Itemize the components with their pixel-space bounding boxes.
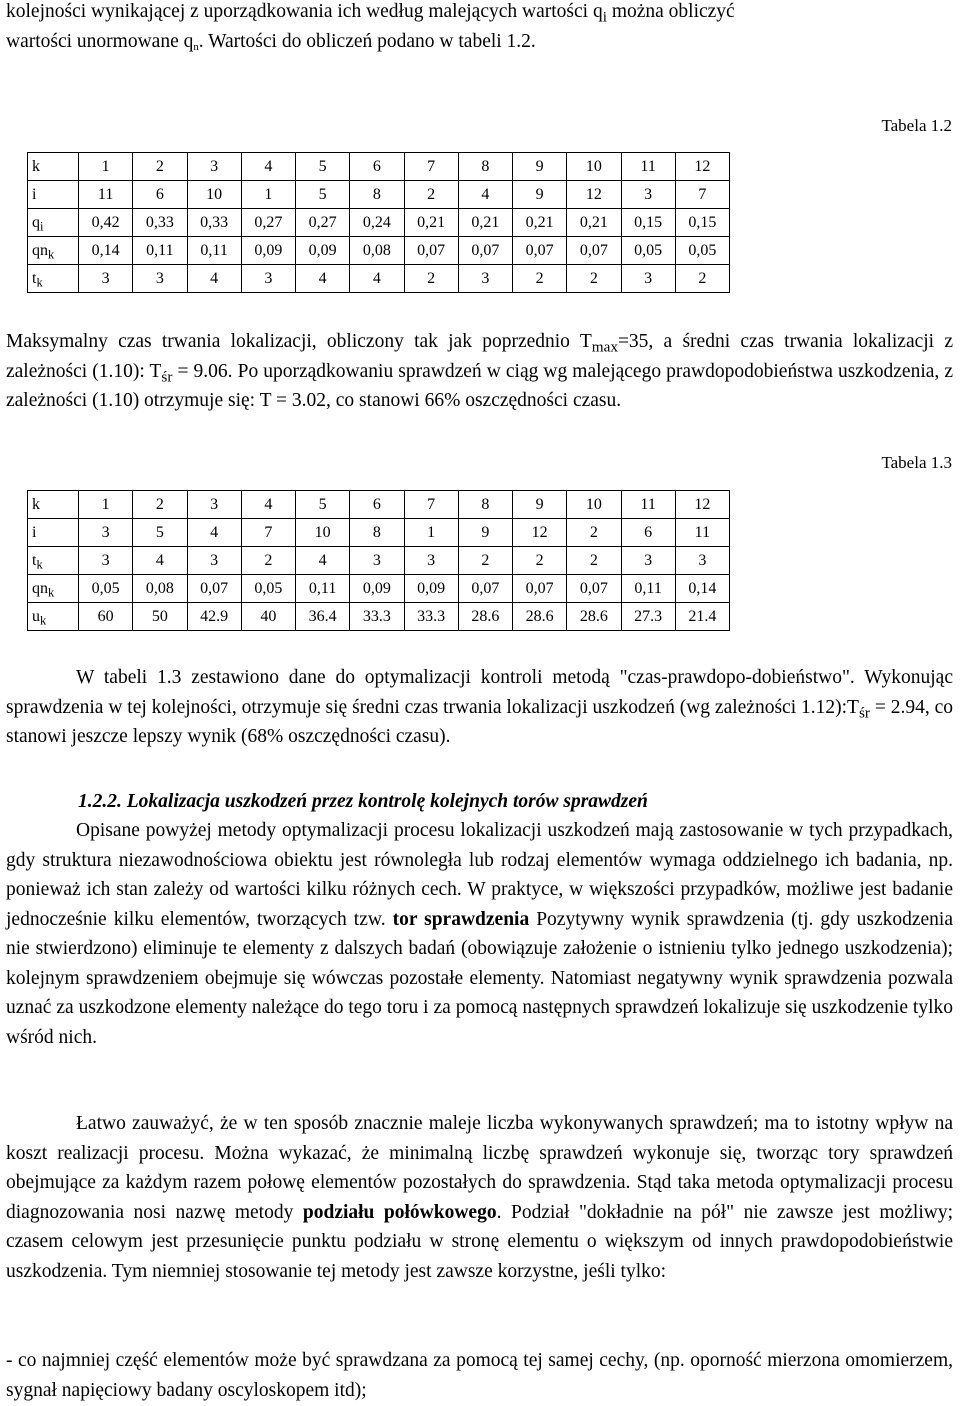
paragraph-condition-list: - co najmniej część elementów może być sprawdzana za pomocą tej samej cechy, (np. oporność mierzona omomierzem, sygnał napięciowy badany oscyloskopem itd); [6, 1350, 953, 1401]
table-cell: 8 [458, 491, 512, 519]
term-test-path: tor sprawdzenia [392, 908, 530, 930]
table-cell: 3 [350, 547, 404, 575]
table-cell: 10 [296, 519, 350, 547]
row-header: i [28, 181, 79, 209]
table-cell: 0,21 [567, 209, 621, 237]
table-cell: 5 [296, 491, 350, 519]
table-cell: 12 [675, 153, 729, 181]
table-cell: 1 [404, 519, 458, 547]
table-cell: 1 [241, 181, 295, 209]
table-cell: 0,05 [621, 237, 675, 265]
table-cell: 12 [675, 491, 729, 519]
table-cell: 11 [621, 491, 675, 519]
table-1-2-caption: Tabela 1.2 [881, 116, 952, 135]
table-cell: 2 [133, 153, 187, 181]
table-cell: 3 [79, 265, 133, 293]
table-cell: 3 [187, 491, 241, 519]
table-cell: 6 [350, 153, 404, 181]
table-cell: 8 [458, 153, 512, 181]
table-cell: 4 [187, 265, 241, 293]
table-row [28, 181, 730, 209]
table-cell: 33.3 [350, 603, 404, 631]
table-cell: 3 [621, 547, 675, 575]
table-cell: 9 [513, 181, 567, 209]
row-header: $t_k$ [28, 547, 79, 575]
table-cell: 3 [621, 181, 675, 209]
table-row [28, 153, 730, 181]
table-cell: 3 [133, 265, 187, 293]
row-header: k [28, 491, 79, 519]
table-cell: 0,24 [350, 209, 404, 237]
table-cell: 0,33 [187, 209, 241, 237]
table-cell: 5 [296, 181, 350, 209]
table-cell: 36.4 [296, 603, 350, 631]
table-cell: 5 [133, 519, 187, 547]
table-cell: 0,05 [79, 575, 133, 603]
table-cell: 1 [79, 491, 133, 519]
table-cell: 4 [350, 265, 404, 293]
row-header: $t_k$ [28, 265, 79, 293]
table-cell: 4 [296, 547, 350, 575]
table-cell: 2 [567, 265, 621, 293]
table-cell: 2 [675, 265, 729, 293]
table-cell: 3 [404, 547, 458, 575]
table-cell: 12 [567, 181, 621, 209]
table-cell: 1 [79, 153, 133, 181]
table-cell: 7 [404, 153, 458, 181]
intro-line-2: wartości unormowane qn. Wartości do obliczeń podano w tabeli 1.2. [6, 31, 536, 54]
table-cell: 0,27 [241, 209, 295, 237]
table-cell: 0,11 [133, 237, 187, 265]
table-row [28, 265, 730, 293]
table-row [28, 209, 730, 237]
table-cell: 7 [404, 491, 458, 519]
table-cell: 0,07 [458, 237, 512, 265]
table-cell: 3 [187, 547, 241, 575]
table-1-3-caption: Tabela 1.3 [881, 453, 952, 472]
table-cell: 8 [350, 519, 404, 547]
row-header: k [28, 153, 79, 181]
table-cell: 3 [621, 265, 675, 293]
table-cell: 10 [567, 491, 621, 519]
table-cell: 6 [133, 181, 187, 209]
table-cell: 11 [79, 181, 133, 209]
table-cell: 0,27 [296, 209, 350, 237]
table-cell: 0,21 [404, 209, 458, 237]
table-cell: 0,21 [458, 209, 512, 237]
table-row [28, 519, 730, 547]
table-row [28, 603, 730, 631]
table-cell: 28.6 [567, 603, 621, 631]
table-cell: 2 [404, 265, 458, 293]
table-cell: 3 [241, 265, 295, 293]
table-cell: 8 [350, 181, 404, 209]
table-cell: 3 [458, 265, 512, 293]
table-cell: 28.6 [513, 603, 567, 631]
table-cell: 7 [675, 181, 729, 209]
table-cell: 4 [187, 519, 241, 547]
table-row [28, 547, 730, 575]
row-header: i [28, 519, 79, 547]
table-cell: 2 [458, 547, 512, 575]
table-cell: 0,07 [404, 237, 458, 265]
table-cell: 27.3 [621, 603, 675, 631]
table-cell: 0,09 [404, 575, 458, 603]
table-cell: 0,07 [458, 575, 512, 603]
table-cell: 11 [621, 153, 675, 181]
row-header: $q_i$ [28, 209, 79, 237]
row-header: $qn_k$ [28, 237, 79, 265]
table-cell: 0,42 [79, 209, 133, 237]
table-cell: 0,08 [133, 575, 187, 603]
table-cell: 3 [187, 153, 241, 181]
table-cell: 0,05 [675, 237, 729, 265]
table-cell: 0,05 [241, 575, 295, 603]
paragraph-half-split: Łatwo zauważyć, że w ten sposób znacznie maleje liczba wykonywanych sprawdzeń; ma to istotny wpływ na koszt realizacji procesu. Można wykazać, że minimalną liczbę sprawdzeń wykonuje się, tworząc tory sprawdzeń obejmujące za każdym razem połowę elementów pozostałych do sprawdzenia. Stąd taka metoda optymalizacji procesu diagnozowania nosi nazwę metody podziału połówkowego. Podział "dokładnie na pół" nie zawsze jest możliwy; czasem celowym jest przesunięcie punktu podziału w stronę elementu o większym od innych prawdopodobieństwie uszkodzenia. Tym niemniej stosowanie tej metody jest zawsze korzystne, jeśli tylko: [6, 1113, 954, 1282]
table-cell: 28.6 [458, 603, 512, 631]
table-cell: 2 [513, 265, 567, 293]
table-cell: 4 [296, 265, 350, 293]
table-cell: 6 [350, 491, 404, 519]
table-cell: 0,07 [567, 575, 621, 603]
table-cell: 4 [458, 181, 512, 209]
term-half-split: podziału połówkowego [302, 1201, 497, 1223]
paragraph-max-time: Maksymalny czas trwania lokalizacji, obliczony tak jak poprzednio $T_{max}=35$, a średni czas trwania lokalizacji z zależności (1.10): $T_{śr} = 9.06$. Po uporządkowaniu sprawdzeń w ciąg wg malejącego prawdopodobieństwa uszkodzenia, z zależności (1.10) otrzymuje się: T = 3.02, co stanowi 66% oszczędności czasu. [6, 331, 953, 411]
table-cell: 0,07 [513, 237, 567, 265]
table-cell: 21.4 [675, 603, 729, 631]
table-cell: 2 [133, 491, 187, 519]
table-cell: 0,07 [513, 575, 567, 603]
table-cell: 0,09 [350, 575, 404, 603]
table-cell: 3 [79, 519, 133, 547]
paragraph-table-1-3-summary: W tabeli 1.3 zestawiono dane do optymalizacji kontroli metodą "czas-prawdopo-dobieństwo". Wykonując sprawdzenia w tej kolejności, otrzymuje się średni czas trwania lokalizacji uszkodzeń (wg zależności $1.12):T_{śr} = 2.94$, co stanowi jeszcze lepszy wynik (68% oszczędności czasu). [6, 667, 953, 747]
table-cell: 0,14 [675, 575, 729, 603]
table-cell: 3 [79, 547, 133, 575]
table-cell: 0,09 [241, 237, 295, 265]
paragraph-test-paths: Opisane powyżej metody optymalizacji procesu lokalizacji uszkodzeń mają zastosowanie w tych przypadkach, gdy struktura niezawodnościowa obiektu jest równoległa lub rodzaj elementów wymaga oddzielnego ich badania, np. ponieważ ich stan zależy od wartości kilku różnych cech. W praktyce, w większości przypadków, możliwe jest badanie jednocześnie kilku elementów, tworzących tzw. tor sprawdzenia Pozytywny wynik sprawdzenia (tj. gdy uszkodzenia nie stwierdzono) eliminuje te elementy z dalszych badań (obowiązuje założenie o istnieniu tylko jednego uszkodzenia); kolejnym sprawdzeniem obejmuje się wówczas pozostałe elementy. Natomiast negatywny wynik sprawdzenia pozwala uznać za uszkodzone elementy należące do tego toru i za pomocą następnych sprawdzeń lokalizuje się uszkodzenie tylko wśród nich. [6, 820, 953, 1048]
table-cell: 11 [675, 519, 729, 547]
table-cell: 0,14 [79, 237, 133, 265]
table-cell: 9 [513, 491, 567, 519]
table-cell: 5 [296, 153, 350, 181]
table-cell: 6 [621, 519, 675, 547]
table-cell: 0,08 [350, 237, 404, 265]
table-cell: 0,33 [133, 209, 187, 237]
table-cell: 0,21 [513, 209, 567, 237]
table-cell: 4 [241, 491, 295, 519]
table-cell: 2 [513, 547, 567, 575]
table-cell: 0,11 [187, 237, 241, 265]
table-cell: 0,07 [187, 575, 241, 603]
row-header: $u_k$ [28, 603, 79, 631]
table-cell: 0,09 [296, 237, 350, 265]
intro-line-1: kolejności wynikającej z uporządkowania ich według malejących wartości $q_i$ można obliczyć [6, 1, 735, 26]
table-cell: 2 [241, 547, 295, 575]
table-cell: 0,15 [675, 209, 729, 237]
table-cell: 2 [404, 181, 458, 209]
table-cell: 3 [675, 547, 729, 575]
table-cell: 4 [133, 547, 187, 575]
table-cell: 0,07 [567, 237, 621, 265]
table-row [28, 237, 730, 265]
table-row [28, 575, 730, 603]
table-cell: 10 [187, 181, 241, 209]
table-cell: 0,15 [621, 209, 675, 237]
table-cell: 10 [567, 153, 621, 181]
table-cell: 4 [241, 153, 295, 181]
table-cell: 9 [458, 519, 512, 547]
table-1-3 [27, 490, 730, 631]
table-cell: 40 [241, 603, 295, 631]
table-cell: 7 [241, 519, 295, 547]
table-cell: 2 [567, 547, 621, 575]
section-heading: 1.2.2. Lokalizacja uszkodzeń przez kontrolę kolejnych torów sprawdzeń [78, 791, 648, 812]
table-cell: 42.9 [187, 603, 241, 631]
table-cell: 0,11 [621, 575, 675, 603]
table-cell: 2 [567, 519, 621, 547]
table-row [28, 491, 730, 519]
table-cell: 50 [133, 603, 187, 631]
table-cell: 0,11 [296, 575, 350, 603]
table-cell: 9 [513, 153, 567, 181]
table-cell: 60 [79, 603, 133, 631]
table-cell: 12 [513, 519, 567, 547]
table-cell: 33.3 [404, 603, 458, 631]
table-1-2 [27, 152, 730, 293]
row-header: $qn_k$ [28, 575, 79, 603]
